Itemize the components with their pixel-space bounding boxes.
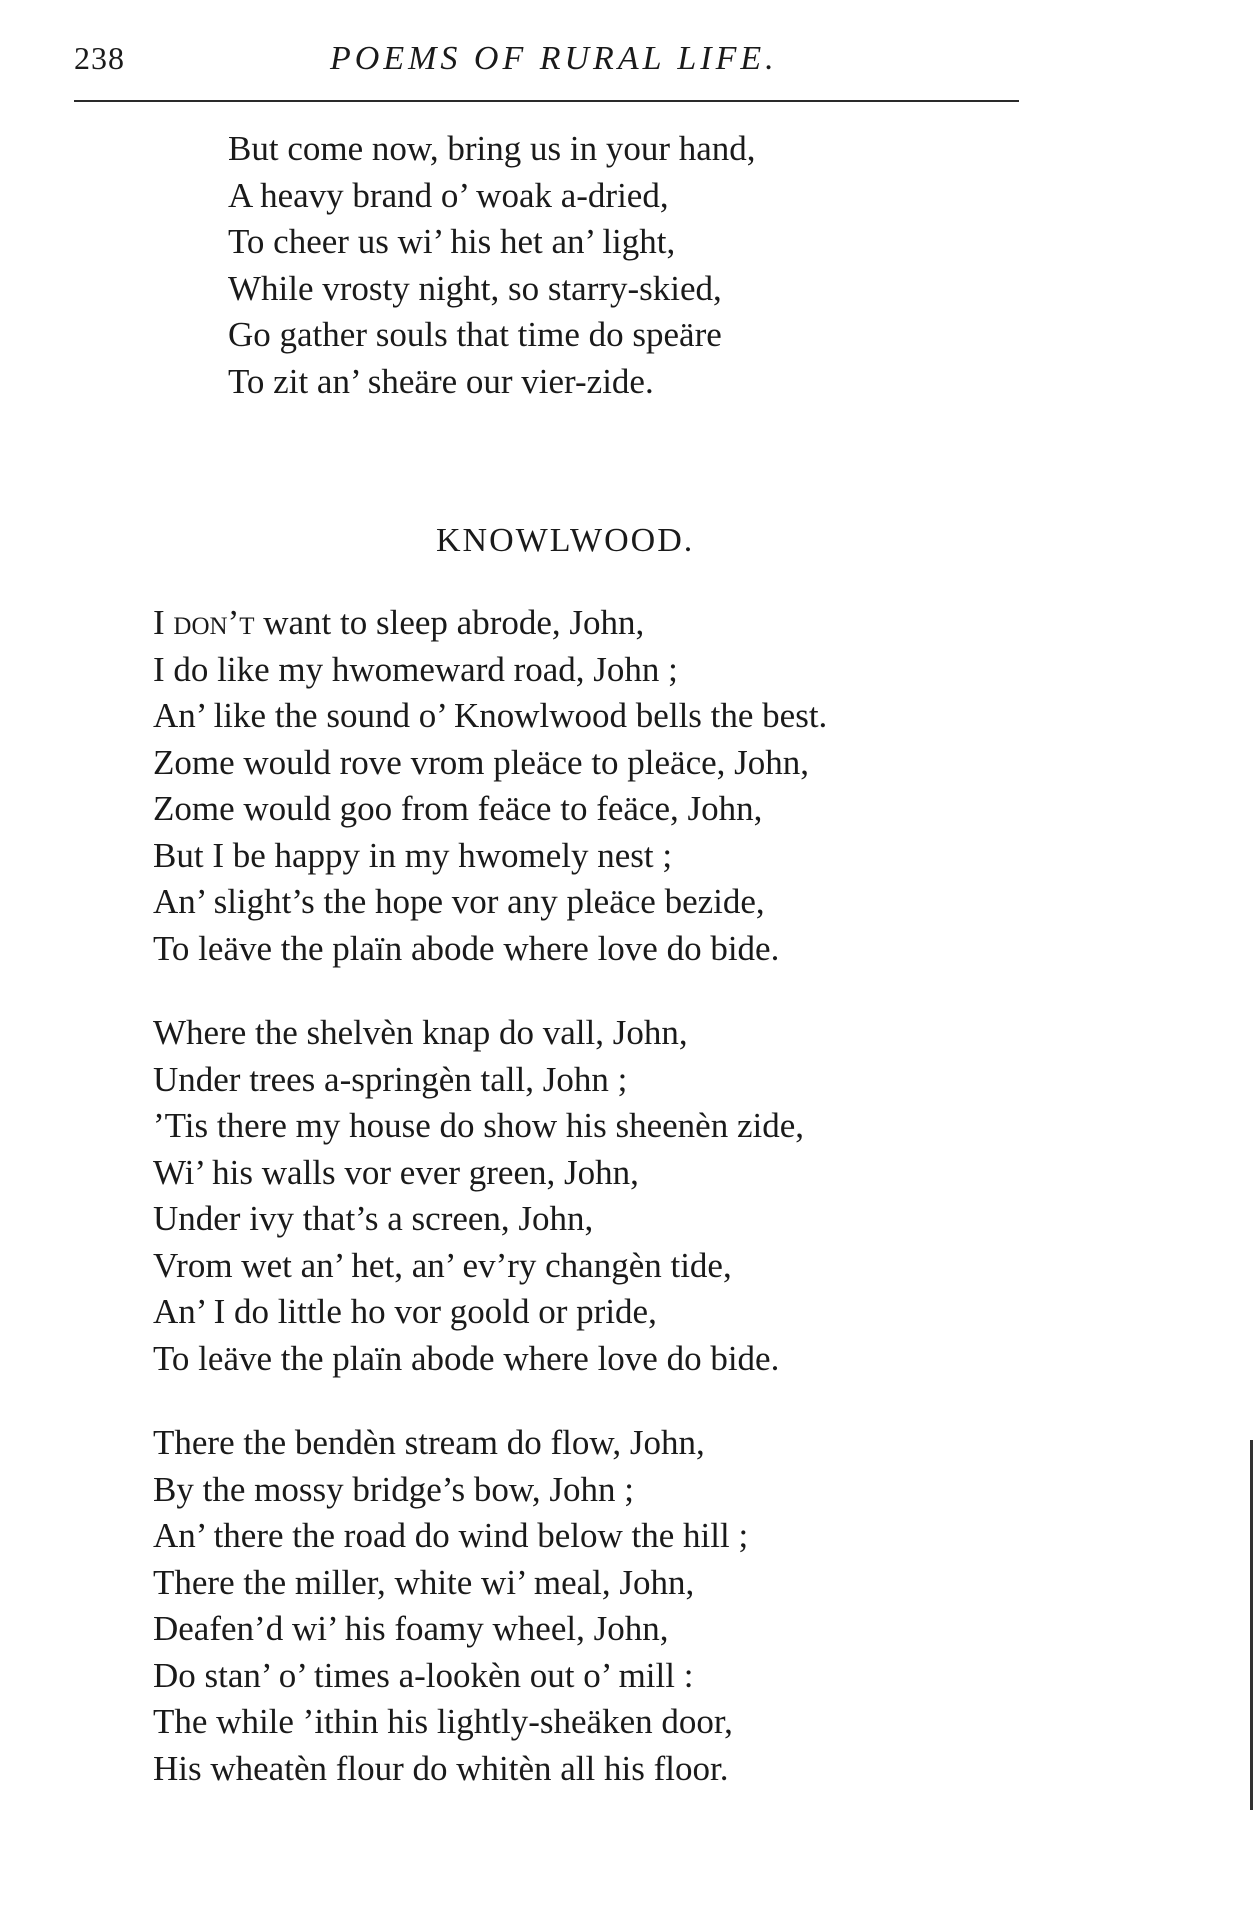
verse-line: The while ’ithin his lightly-sheäken door, — [153, 1702, 733, 1741]
verse-line: Vrom wet an’ het, an’ ev’ry changèn tide, — [153, 1245, 732, 1285]
header-rule — [74, 100, 1019, 102]
verse-line: An’ like the sound o’ Knowlwood bells the best. — [153, 696, 828, 735]
page-number: 238 — [74, 40, 125, 76]
verse-line: Go gather souls that time do speäre — [228, 315, 722, 354]
poem-title: KNOWLWOOD. — [436, 522, 695, 559]
smallcaps-word: don’t — [173, 603, 255, 642]
verse-line: Where the shelvèn knap do vall, John, — [153, 1013, 688, 1052]
verse-line: I do like my hwomeward road, John ; — [153, 649, 678, 689]
verse-line — [153, 600, 827, 647]
verse-line: To zit an’ sheäre our vier-zide. — [228, 361, 654, 401]
verse-line: To cheer us wi’ his het an’ light, — [228, 222, 676, 261]
verse-line: To leäve the plaïn abode where love do bide. — [153, 928, 780, 968]
verse-line: Deafen’d wi’ his foamy wheel, John, — [153, 1609, 669, 1648]
verse-line: Under trees a-springèn tall, John ; — [153, 1059, 628, 1099]
verse-line: Do stan’ o’ times a-lookèn out o’ mill : — [153, 1655, 694, 1695]
verse-line: ’Tis there my house do show his sheenèn zide, — [153, 1106, 804, 1145]
verse-line: There the bendèn stream do flow, John, — [153, 1423, 705, 1462]
poem-stanza-2 — [153, 1010, 804, 1382]
verse-line: An’ I do little ho vor goold or pride, — [153, 1292, 657, 1331]
verse-line: But I be happy in my hwomely nest ; — [153, 835, 673, 875]
verse-line: But come now, bring us in your hand, — [228, 129, 756, 168]
verse-line: A heavy brand o’ woak a-dried, — [228, 175, 669, 215]
verse-line: Zome would goo from feäce to feäce, John, — [153, 789, 763, 828]
verse-line: Zome would rove vrom pleäce to pleäce, John, — [153, 742, 810, 782]
intro-stanza — [228, 126, 756, 405]
poem-stanza-3 — [153, 1420, 748, 1792]
first-line-rest: want to sleep abrode, John, — [254, 603, 645, 642]
verse-line: While vrosty night, so starry-skied, — [228, 268, 722, 308]
initial-word: I — [153, 603, 165, 642]
verse-line: To leäve the plaïn abode where love do bide. — [153, 1338, 780, 1378]
verse-line: An’ there the road do wind below the hill ; — [153, 1516, 749, 1555]
verse-line: An’ slight’s the hope vor any pleäce bezide, — [153, 882, 765, 921]
running-head: POEMS OF RURAL LIFE. — [330, 40, 778, 77]
verse-line: There the miller, white wi’ meal, John, — [153, 1562, 695, 1602]
verse-line: Wi’ his walls vor ever green, John, — [153, 1152, 639, 1192]
verse-line: Under ivy that’s a screen, John, — [153, 1199, 594, 1238]
verse-line: His wheatèn flour do whitèn all his floor. — [153, 1748, 729, 1788]
poem-stanza-1 — [153, 600, 827, 972]
page-edge-mark — [1250, 1440, 1253, 1810]
verse-line: By the mossy bridge’s bow, John ; — [153, 1469, 634, 1509]
